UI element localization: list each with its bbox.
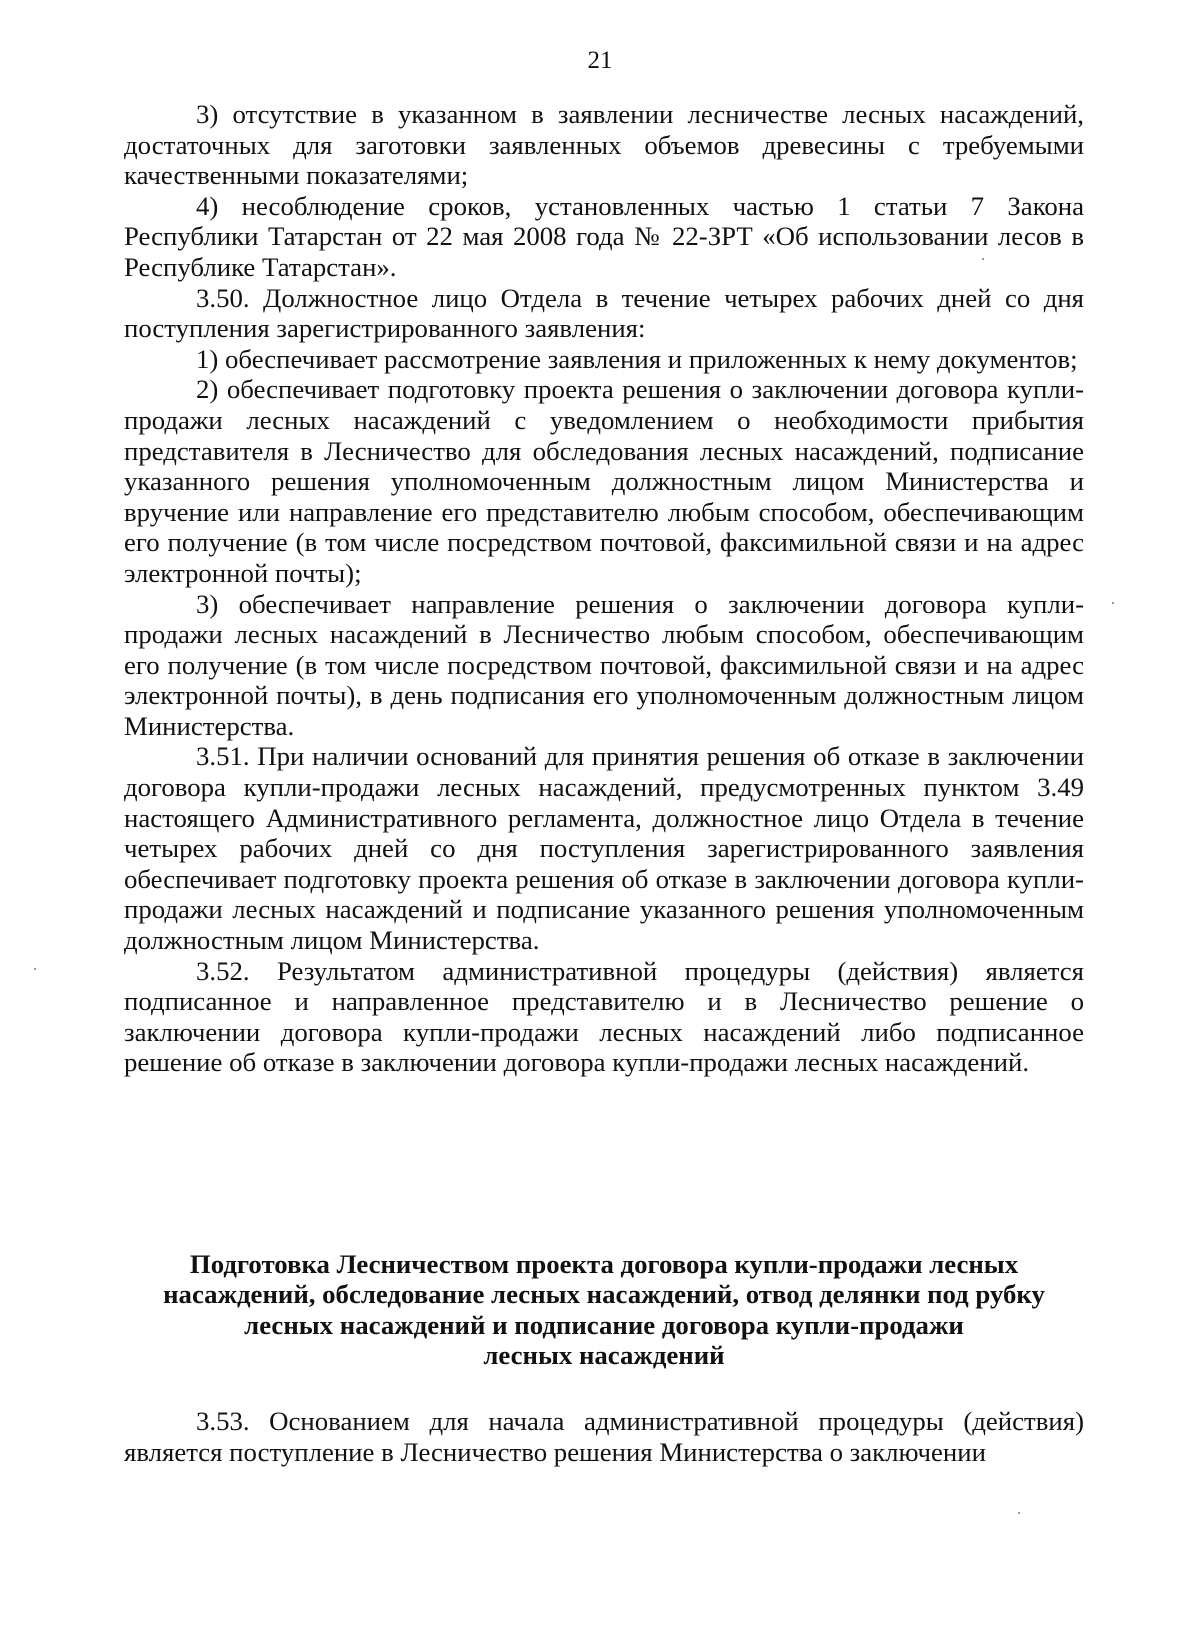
- body-text: [124, 99, 1084, 1078]
- paragraph-3-53: 3.53. Основанием для начала административной процедуры (действия) является поступление в Лесничество решения Министерства о заключении: [124, 1406, 1084, 1467]
- paragraph-3-52: 3.52. Результатом административной процедуры (действия) является подписанное и направленное представителю и в Лесничество решение о заключении договора купли-продажи лесных насаждений либо подписанное решение об отказе в заключении договора купли-продажи лесных насаждений.: [124, 955, 1084, 1078]
- paragraph-3-50-item-2: 2) обеспечивает подготовку проекта решения о заключении договора купли-продажи лесных насаждений с уведомлением о необходимости прибытия представителя в Лесничество для обследования лесных насаждений, подписание указанного решения уполномоченным должностным лицом Министерства и вручение или направление его представителю любым способом, обеспечивающим его получение (в том числе посредством почтовой, факсимильной связи и на адрес электронной почты);: [124, 374, 1084, 588]
- scan-speck: [1018, 1512, 1020, 1514]
- heading-line: насаждений, обследование лесных насаждений, отвод делянки под рубку: [163, 1279, 1045, 1310]
- tail-text: [124, 1406, 1084, 1467]
- heading-line: Подготовка Лесничеством проекта договора купли-продажи лесных: [189, 1249, 1019, 1279]
- heading-line: лесных насаждений и подписание договора купли-продажи: [244, 1309, 964, 1340]
- scan-speck: [34, 968, 36, 970]
- paragraph-item-4: 4) несоблюдение сроков, установленных частью 1 статьи 7 Закона Республики Татарстан от 22 мая 2008 года № 22-ЗРТ «Об использовании лесов в Республике Татарстан».: [124, 190, 1084, 282]
- paragraph-3-50-item-3: 3) обеспечивает направление решения о заключении договора купли-продажи лесных насаждений в Лесничество любым способом, обеспечивающим его получение (в том числе посредством почтовой, факсимильной связи и на адрес электронной почты), в день подписания его уполномоченным должностным лицом Министерства.: [124, 588, 1084, 741]
- page-number: 21: [587, 47, 613, 74]
- paragraph-3-51: 3.51. При наличии оснований для принятия решения об отказе в заключении договора купли-продажи лесных насаждений, предусмотренных пунктом 3.49 настоящего Административного регламента, должностное лицо Отдела в течение четырех рабочих дней со дня поступления зарегистрированного заявления обеспечивает подготовку проекта решения об отказе в заключении договора купли-продажи лесных насаждений и подписание указанного решения уполномоченным должностным лицом Министерства.: [124, 741, 1084, 956]
- scan-speck: [982, 258, 984, 260]
- paragraph-3-50-item-1: 1) обеспечивает рассмотрение заявления и приложенных к нему документов;: [196, 343, 1078, 374]
- scan-speck: [1112, 602, 1114, 604]
- paragraph-3-50: 3.50. Должностное лицо Отдела в течение четырех рабочих дней со дня поступления зарегистрированного заявления:: [124, 282, 1084, 344]
- section-heading: [124, 1249, 1084, 1371]
- paragraph-item-3: 3) отсутствие в указанном в заявлении лесничестве лесных насаждений, достаточных для заготовки заявленных объемов древесины с требуемыми качественными показателями;: [124, 99, 1084, 191]
- heading-line: лесных насаждений: [483, 1340, 725, 1371]
